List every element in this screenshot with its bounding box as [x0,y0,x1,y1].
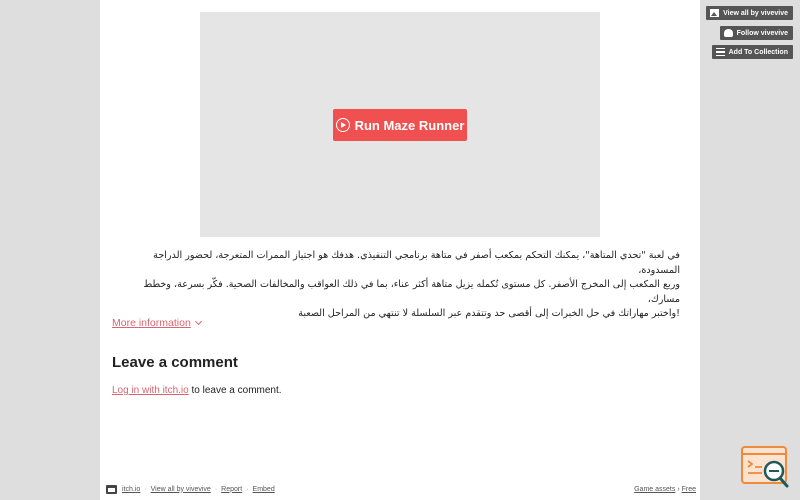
description-line: وربع المكعب إلى المخرج الأصفر. كل مستوى تُكمله يزيل متاهة أكثر عناء، بما في ذلك العواقب والمخالفات الصحية. فكّر بسرعة، وخطط مسارك، [143,279,680,305]
chevron-down-icon [195,318,202,325]
footer-link-embed[interactable]: Embed [252,485,275,493]
footer-breadcrumb [634,486,696,493]
game-description [112,249,680,322]
add-to-collection-button[interactable] [712,45,793,59]
description-line: في لعبة "تحدي المتاهة"، يمكنك التحكم بمكعب أصفر في متاهة برنامجي التنفيذي. هدفك هو اجتياز الممرات المتعرجة، لحضور الدراجة المسدودة، [153,250,680,276]
footer-price-link[interactable]: Free [681,485,696,493]
image-icon [710,9,719,17]
run-game-button[interactable] [333,109,467,141]
more-information-label: More information [112,317,191,329]
add-user-icon [724,29,733,37]
view-all-button[interactable] [706,6,793,20]
footer-link-view-all[interactable]: View all by vivevive [150,485,211,493]
footer-separator: · [246,485,249,493]
footer-separator: · [214,485,218,493]
playlist-add-icon [716,48,725,56]
footer-link-report[interactable]: Report [221,485,243,493]
follow-button[interactable] [720,26,793,40]
footer-category-link[interactable]: Game assets [634,485,676,493]
game-page [100,0,700,500]
view-all-label: View all by vivevive [723,9,788,17]
breadcrumb-separator: › [677,485,682,493]
follow-label: Follow vivevive [736,29,788,37]
footer-separator: · [144,485,147,493]
code-search-icon[interactable] [740,445,790,489]
itch-logo-icon [106,485,117,494]
footer-link-itchio[interactable]: itch.io [122,485,141,493]
description-line: !واختبر مهاراتك في حل الخبرات إلى أقصى حد وتتقدم عبر السلسلة لا تنتهي من المراحل الصعبة [298,308,680,319]
page-footer [106,483,696,495]
comments-heading: Leave a comment [112,354,238,371]
login-prompt [112,385,282,396]
play-circle-icon [336,118,350,132]
login-link[interactable]: Log in with itch.io [112,385,189,396]
game-embed-frame [200,12,600,237]
login-suffix: to leave a comment. [188,385,282,396]
more-information-toggle[interactable] [112,317,201,329]
add-collection-label: Add To Collection [728,48,788,56]
run-game-label: Run Maze Runner [354,117,465,133]
